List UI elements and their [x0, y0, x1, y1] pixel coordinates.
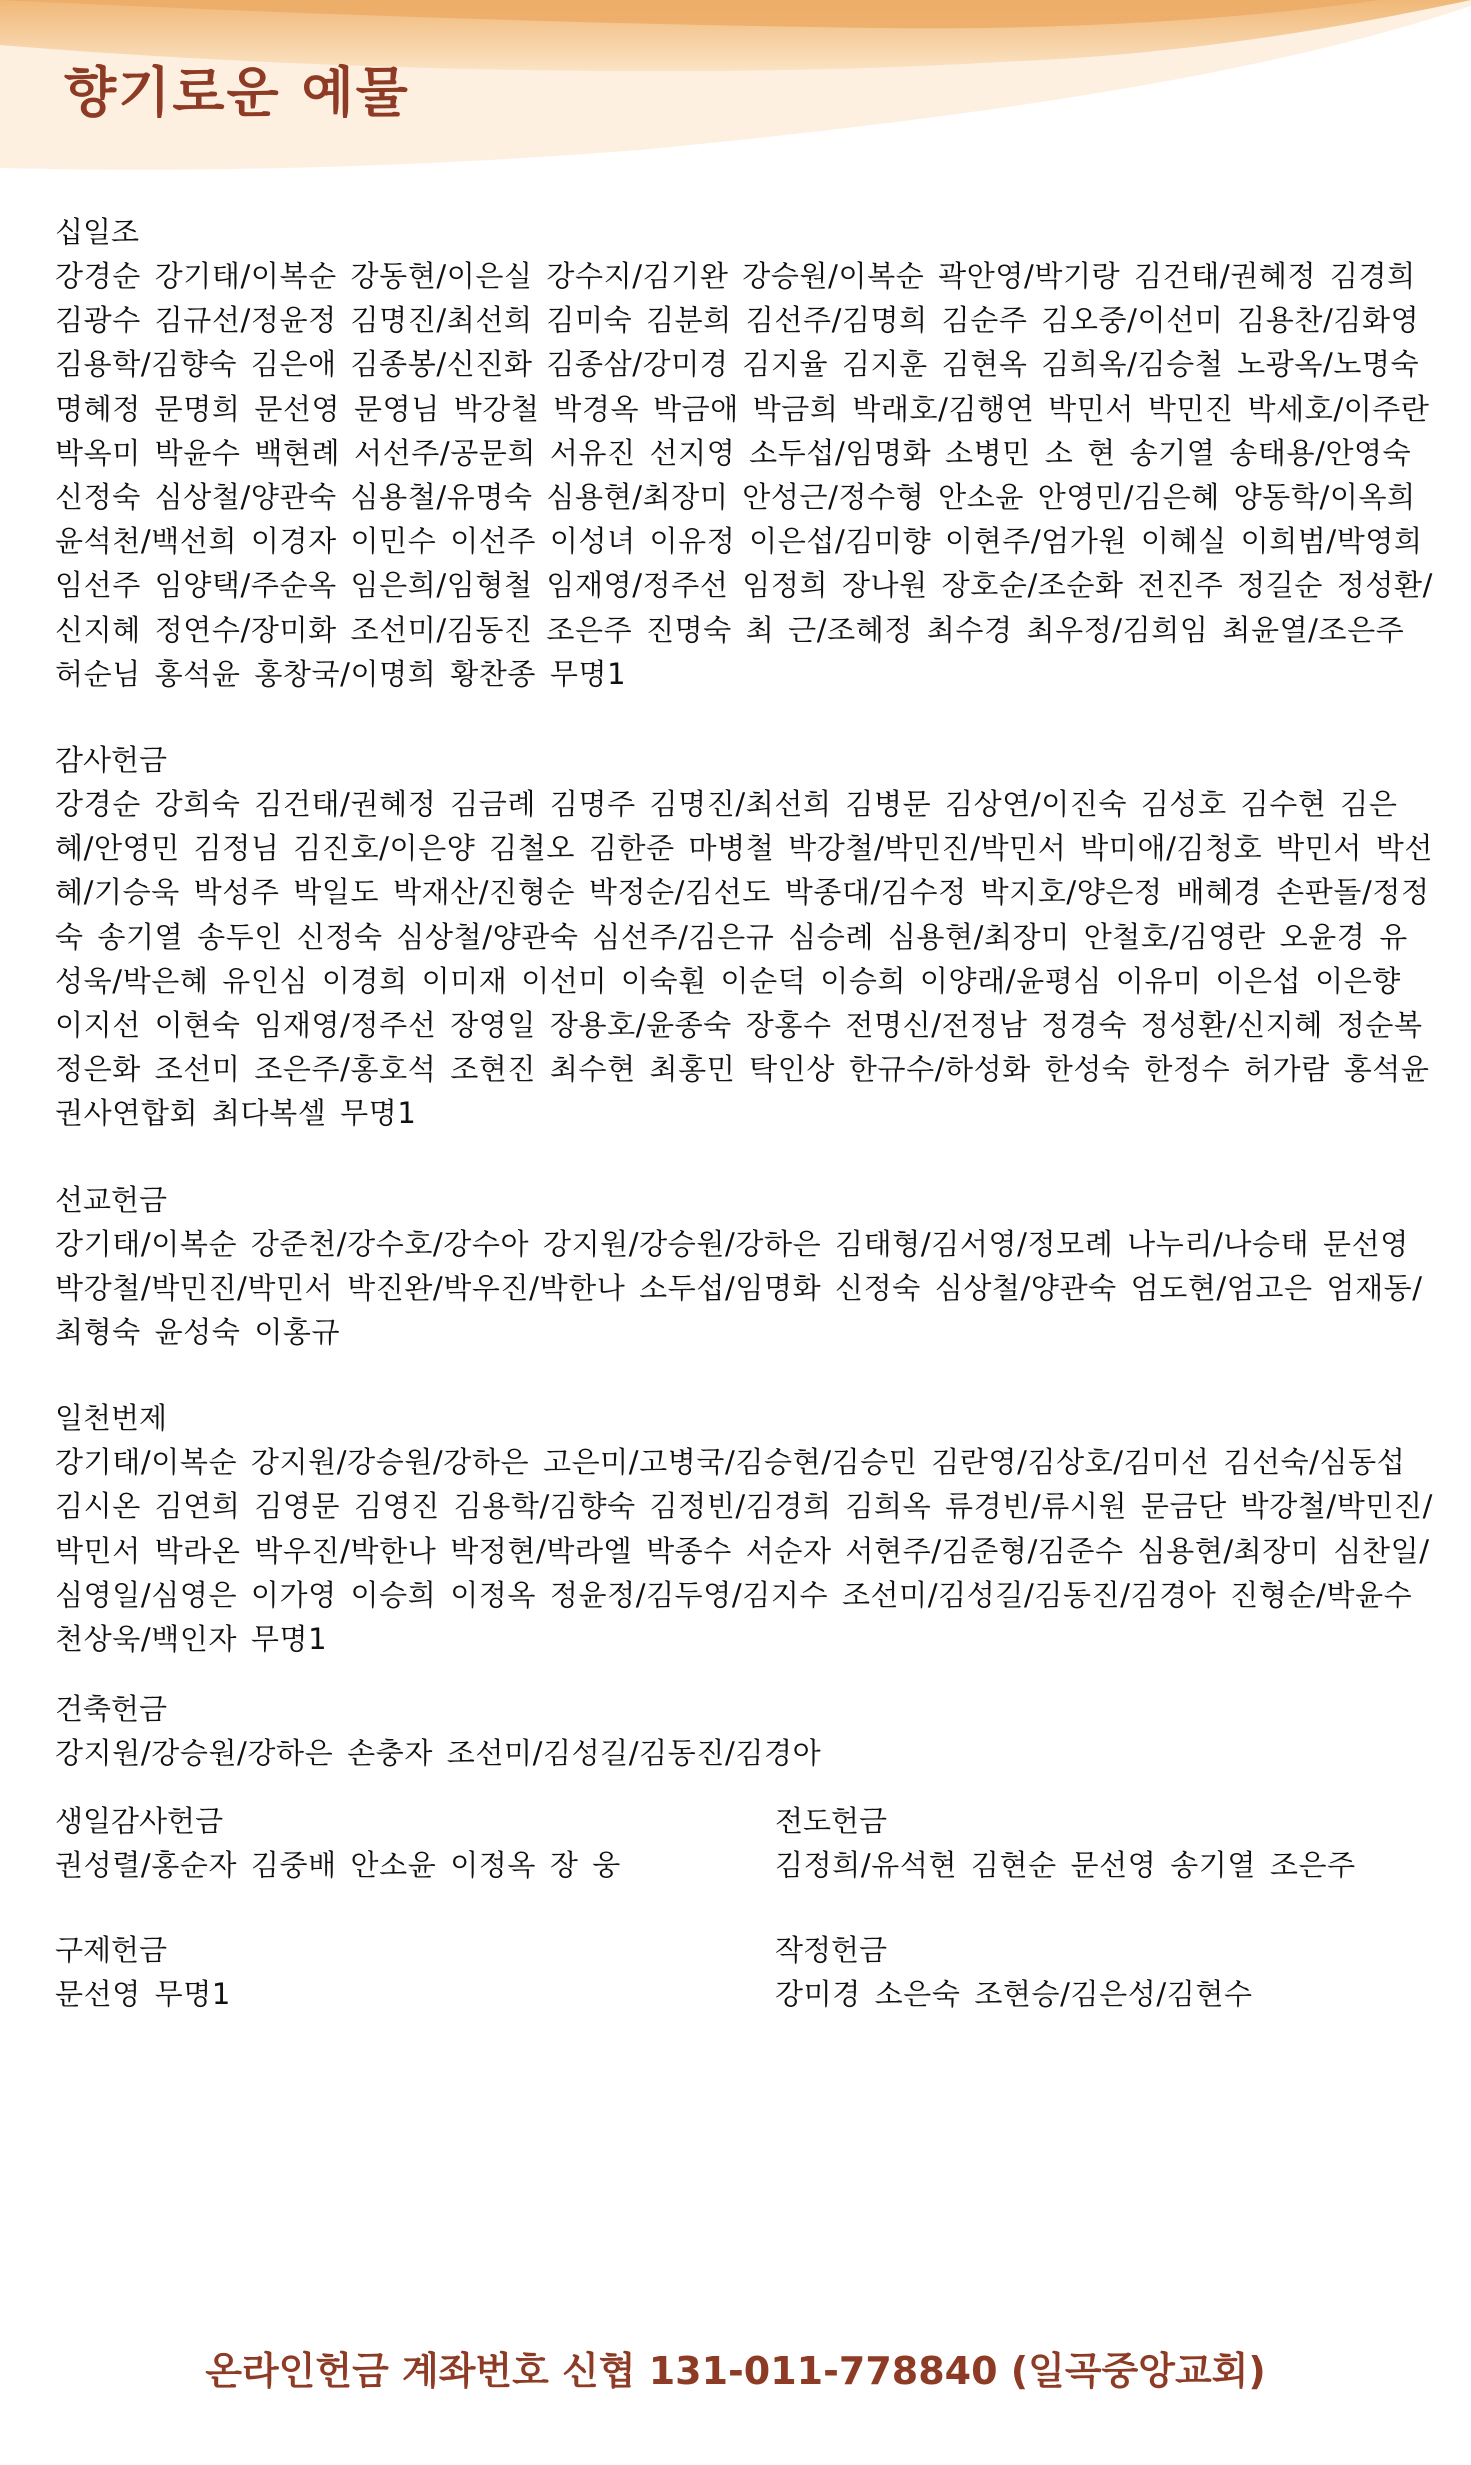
donor-names: 강경순 강기태/이복순 강동현/이은실 강수지/김기완 강승원/이복순 곽안영/박기랑 김건태/권혜정 김경희 김광수 김규선/정윤정 김명진/최선희 김미숙 김분희 김선주/김명희 김순주 김오중/이선미 김용찬/김화영 김용학/김향숙 김은애 김종봉/신진화 김종삼/강미경 김지율 김지훈 김현옥 김희옥/김승철 노광옥/노명숙 명혜정 문명희 문선영 문영님 박강철 박경옥 박금애 박금희 박래호/김행연 박민서 박민진 박세호/이주란 박옥미 박윤수 백현례 서선주/공문희 서유진 선지영 소두섭/임명화 소병민 소 현 송기열 송태용/안영숙 신정숙 심상철/양관숙 심용철/유명숙 심용현/최장미 안성근/정수형 안소윤 안영민/김은혜 양동학/이옥희 윤석천/백선희 이경자 이민수 이선주 이성녀 이유정 이은섭/김미향 이현주/엄가원 이혜실 이희범/박영희 임선주 임양택/주순옥 임은희/임형철 임재영/정주선 임정희 장나원 장호순/조순화 전진주 정길순 정성환/신지혜 정연수/장미화 조선미/김동진 조은주 진명숙 최 근/조혜정 최수경 최우정/김희임 최윤열/조은주 허순님 홍석윤 홍창국/이명희 황찬종 무명1	[55, 259, 1434, 691]
section-title: 감사헌금	[55, 743, 168, 778]
section-birthday	[55, 1799, 775, 1887]
section-building	[55, 1687, 1435, 1775]
donor-names: 강미경 소은숙 조현승/김은성/김현수	[775, 1976, 1253, 2011]
section-evangelism	[775, 1799, 1435, 1887]
donor-names: 문선영 무명1	[55, 1976, 231, 2011]
donor-names: 김정희/유석현 김현순 문선영 송기열 조은주	[775, 1848, 1356, 1883]
section-title: 구제헌금	[55, 1932, 168, 1967]
donor-names: 강기태/이복순 강준천/강수호/강수아 강지원/강승원/강하은 김태형/김서영/정모례 나누리/나승태 문선영 박강철/박민진/박민서 박진완/박우진/박한나 소두섭/임명화 신정숙 심상철/양관숙 엄도현/엄고은 엄재동/최형숙 윤성숙 이홍규	[55, 1226, 1423, 1350]
donor-names: 권성렬/홍순자 김중배 안소윤 이정옥 장 웅	[55, 1848, 621, 1883]
section-title: 생일감사헌금	[55, 1804, 224, 1839]
section-tithe	[55, 210, 1435, 696]
section-relief	[55, 1928, 775, 2016]
section-title: 일천번제	[55, 1401, 168, 1436]
online-offering-account: 온라인헌금 계좌번호 신협 131-011-778840 (일곡중앙교회)	[205, 2349, 1266, 2393]
section-missions	[55, 1178, 1435, 1355]
section-resolution	[775, 1928, 1435, 2016]
donor-names: 강기태/이복순 강지원/강승원/강하은 고은미/고병국/김승현/김승민 김란영/김상호/김미선 김선숙/심동섭 김시온 김연희 김영문 김영진 김용학/김향숙 김정빈/김경희 김희옥 류경빈/류시원 문금단 박강철/박민진/박민서 박라온 박우진/박한나 박정현/박라엘 박종수 서순자 서현주/김준형/김준수 심용현/최장미 심찬일/심영일/심영은 이가영 이승희 이정옥 정윤정/김두영/김지수 조선미/김성길/김동진/김경아 진형순/박윤수 천상욱/백인자 무명1	[55, 1445, 1434, 1657]
section-thousand-offering	[55, 1396, 1435, 1661]
donor-names: 강경순 강희숙 김건태/권혜정 김금례 김명주 김명진/최선희 김병문 김상연/이진숙 김성호 김수현 김은혜/안영민 김정님 김진호/이은양 김철오 김한준 마병철 박강철/박민진/박민서 박미애/김청호 박민서 박선혜/기승욱 박성주 박일도 박재산/진형순 박정순/김선도 박종대/김수정 박지호/양은정 배혜경 손판돌/정정숙 송기열 송두인 신정숙 심상철/양관숙 심선주/김은규 심승례 심용현/최장미 안철호/김영란 오윤경 유성욱/박은혜 유인심 이경희 이미재 이선미 이숙훤 이순덕 이승희 이양래/윤평심 이유미 이은섭 이은향 이지선 이현숙 임재영/정주선 장영일 장용호/윤종숙 장홍수 전명신/전정남 정경숙 정성환/신지혜 정순복 정은화 조선미 조은주/홍호석 조현진 최수현 최홍민 탁인상 한규수/하성화 한성숙 한정수 허가람 홍석윤 권사연합회 최다복셀 무명1	[55, 787, 1434, 1131]
section-title: 십일조	[55, 215, 140, 249]
two-column-row	[55, 1928, 1435, 2016]
page-title: 향기로운 예물	[64, 61, 410, 124]
donor-names: 강지원/강승원/강하은 손충자 조선미/김성길/김동진/김경아	[55, 1736, 822, 1771]
section-title: 건축헌금	[55, 1692, 168, 1727]
section-thanksgiving	[55, 738, 1435, 1136]
two-column-row	[55, 1799, 1435, 1887]
section-title: 전도헌금	[775, 1804, 888, 1839]
section-title: 작정헌금	[775, 1932, 888, 1967]
section-title: 선교헌금	[55, 1182, 168, 1217]
offering-list	[55, 210, 1435, 2056]
